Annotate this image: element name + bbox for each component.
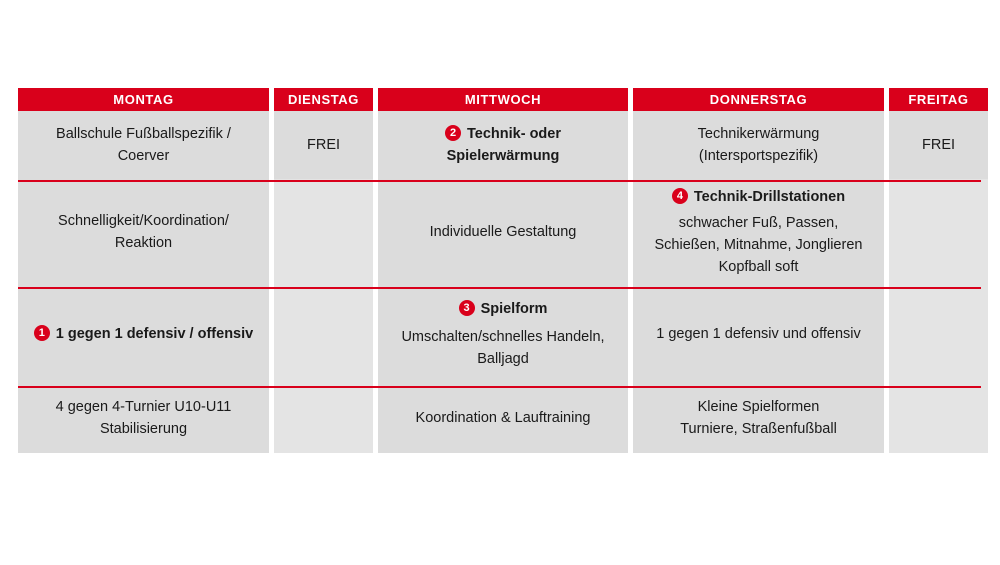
cell-text: Turniere, Straßenfußball [680,420,837,437]
number-badge: 2 [445,125,461,141]
number-badge: 3 [459,300,475,316]
cell-text: schwacher Fuß, Passen, [678,215,839,231]
cell-text: Koordination & Lauftraining [415,409,591,426]
cell-text: Coerver [117,148,170,164]
row-divider [18,287,981,289]
cell-montag-row1 [18,111,269,179]
row-divider [18,180,981,182]
header-montag: MONTAG [18,88,269,111]
cell-mittwoch-row2 [378,179,628,285]
cell-text: Spielerwärmung [446,148,560,164]
cell-text: Schnelligkeit/Koordination/ [58,213,229,229]
cell-donnerstag-row3 [633,285,884,382]
cell-montag-row3 [18,285,269,382]
cell-freitag-row4 [889,382,988,453]
cell-dienstag-row2 [274,179,373,285]
header-dienstag: DIENSTAG [274,88,373,111]
training-schedule-table [18,88,988,453]
cell-text: 1 gegen 1 defensiv / offensiv [55,325,254,342]
cell-text: Individuelle Gestaltung [429,224,577,240]
cell-text: Stabilisierung [99,420,188,437]
cell-donnerstag-row4 [633,382,884,453]
cell-text: (Intersportspezifik) [698,148,819,164]
cell-title: Technik-Drillstationen [693,189,846,205]
cell-montag-row2 [18,179,269,285]
cell-text: Umschalten/schnelles Handeln, [401,328,605,345]
number-badge: 4 [672,188,688,204]
cell-text: FREI [921,137,956,153]
cell-text: 1 gegen 1 defensiv und offensiv [656,325,861,342]
cell-text: Kleine Spielformen [697,398,820,415]
cell-dienstag-row4 [274,382,373,453]
number-badge: 1 [34,325,50,341]
cell-freitag-row1 [889,111,988,179]
cell-freitag-row3 [889,285,988,382]
header-freitag: FREITAG [889,88,988,111]
cell-mittwoch-row1 [378,111,628,179]
cell-text: Reaktion [114,235,173,251]
cell-montag-row4 [18,382,269,453]
cell-mittwoch-row3 [378,285,628,382]
cell-freitag-row2 [889,179,988,285]
cell-dienstag-row3 [274,285,373,382]
header-mittwoch: MITTWOCH [378,88,628,111]
cell-donnerstag-row1 [633,111,884,179]
cell-text: Ballschule Fußballspezifik / [56,126,231,142]
cell-donnerstag-row2 [633,179,884,285]
cell-text: Balljagd [477,350,529,367]
cell-text: Schießen, Mitnahme, Jonglieren [654,237,863,253]
row-divider [18,386,981,388]
cell-text: 4 gegen 4-Turnier U10-U11 [55,398,232,415]
cell-mittwoch-row4 [378,382,628,453]
header-donnerstag: DONNERSTAG [633,88,884,111]
cell-title: Spielform [480,300,548,317]
cell-text: Technik- oder [467,126,561,142]
cell-text: FREI [306,137,341,153]
cell-dienstag-row1 [274,111,373,179]
cell-text: Technikerwärmung [697,126,820,142]
cell-text: Kopfball soft [718,259,799,275]
